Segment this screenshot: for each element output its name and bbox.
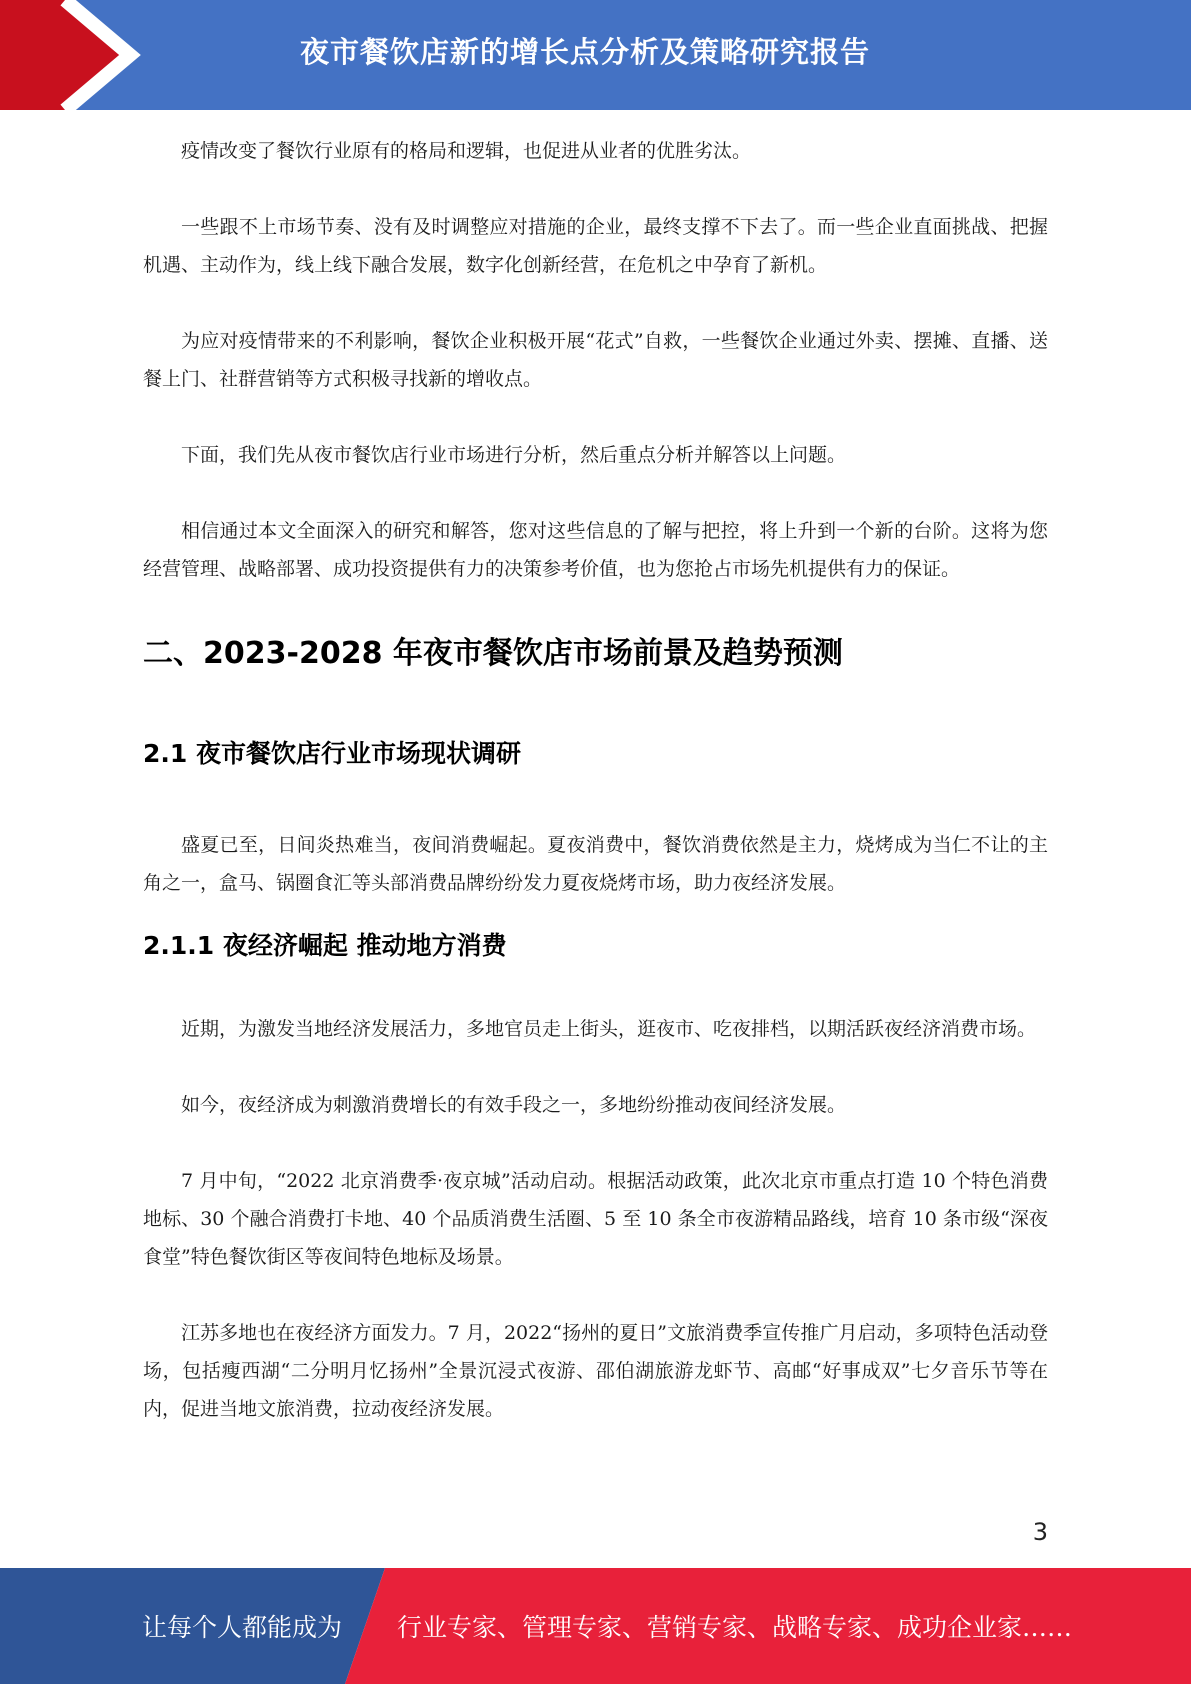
paragraph: 江苏多地也在夜经济方面发力。7 月，2022“扬州的夏日”文旅消费季宣传推广月启动，多项特色活动登场，包括瘦西湖“二分明月忆扬州”全景沉浸式夜游、邵伯湖旅游龙虾节、高邮“好事成双”七夕音乐节等在内，促进当地文旅消费，拉动夜经济发展。 [143, 1322, 1048, 1420]
paragraph: 近期，为激发当地经济发展活力，多地官员走上街头，逛夜市、吃夜排档，以期活跃夜经济消费市场。 [181, 1018, 1037, 1040]
report-title: 夜市餐饮店新的增长点分析及策略研究报告 [300, 35, 871, 69]
document-body [143, 132, 1048, 1466]
subsubsection-heading: 2.1.1 夜经济崛起 推动地方消费 [143, 931, 507, 960]
paragraph: 盛夏已至，日间炎热难当，夜间消费崛起。夏夜消费中，餐饮消费依然是主力，烧烤成为当仁不让的主角之一，盒马、锅圈食汇等头部消费品牌纷纷发力夏夜烧烤市场，助力夜经济发展。 [143, 834, 1048, 894]
paragraph: 7 月中旬，“2022 北京消费季·夜京城”活动启动。根据活动政策，此次北京市重点打造 10 个特色消费地标、30 个融合消费打卡地、40 个品质消费生活圈、5 至 10 条全市夜游精品路线，培育 10 条市级“深夜食堂”特色餐饮街区等夜间特色地标及场景。 [143, 1170, 1048, 1268]
footer-slogan-right: 行业专家、管理专家、营销专家、战略专家、成功企业家…… [397, 1613, 1073, 1642]
footer-slogan-left: 让每个人都能成为 [142, 1613, 343, 1642]
page-header [0, 0, 1191, 110]
paragraph: 下面，我们先从夜市餐饮店行业市场进行分析，然后重点分析并解答以上问题。 [181, 444, 847, 466]
page-footer [0, 1568, 1191, 1684]
paragraph: 如今，夜经济成为刺激消费增长的有效手段之一，多地纷纷推动夜间经济发展。 [181, 1094, 847, 1116]
section-heading: 二、2023-2028 年夜市餐饮店市场前景及趋势预测 [143, 636, 843, 671]
subsection-heading: 2.1 夜市餐饮店行业市场现状调研 [143, 739, 521, 768]
paragraph: 疫情改变了餐饮行业原有的格局和逻辑，也促进从业者的优胜劣汰。 [181, 140, 752, 162]
paragraph: 相信通过本文全面深入的研究和解答，您对这些信息的了解与把控，将上升到一个新的台阶。这将为您经营管理、战略部署、成功投资提供有力的决策参考价值，也为您抢占市场先机提供有力的保证。 [143, 520, 1048, 580]
paragraph: 为应对疫情带来的不利影响，餐饮企业积极开展“花式”自救，一些餐饮企业通过外卖、摆摊、直播、送餐上门、社群营销等方式积极寻找新的增收点。 [143, 330, 1048, 390]
paragraph: 一些跟不上市场节奏、没有及时调整应对措施的企业，最终支撑不下去了。而一些企业直面挑战、把握机遇、主动作为，线上线下融合发展，数字化创新经营，在危机之中孕育了新机。 [143, 216, 1048, 276]
page-number: 3 [1032, 1518, 1048, 1546]
